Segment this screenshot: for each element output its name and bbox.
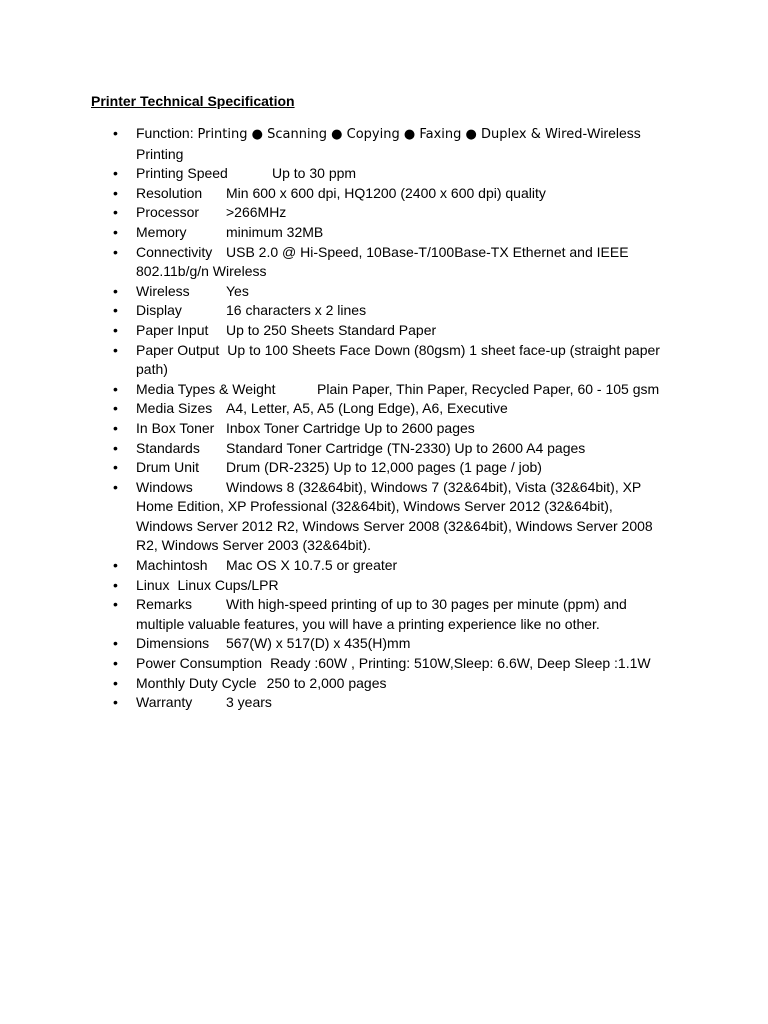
bullet-icon: • (113, 557, 118, 574)
spec-value: 567(W) x 517(D) x 435(H)mm (226, 635, 411, 652)
bullet-icon: • (113, 439, 118, 456)
bullet-icon: • (113, 400, 118, 417)
spec-label: Display (136, 302, 182, 319)
spec-value: 16 characters x 2 lines (226, 302, 367, 319)
spec-value: Plain Paper, Thin Paper, Recycled Paper, 60 - 105 gsm (317, 380, 660, 397)
spec-value: Linux Cups/LPR (177, 576, 279, 593)
bullet-icon: • (113, 243, 118, 260)
spec-value: Windows 8 (32&64bit), Windows 7 (32&64bit), Vista (32&64bit), XP Home Edition, XP Professional (32&64bit), Windows Server 2012 (32&64bit), Windows Server 2012 R2, Windows Server 2008 (32&64bit), Windows Server 2008 R2, Windows Server 2003 (32&64bit). (136, 478, 653, 554)
spec-value: Inbox Toner Cartridge Up to 2600 pages (226, 419, 475, 436)
spec-value: Yes (226, 282, 249, 299)
spec-value: >266MHz (226, 204, 287, 221)
spec-label: Warranty (136, 694, 193, 711)
spec-item-in-box-toner (0, 419, 666, 439)
spec-label: Monthly Duty Cycle (136, 674, 257, 691)
spec-item-function (0, 124, 666, 164)
spec-label: Media Types & Weight (136, 380, 276, 397)
spec-item-media-types (0, 380, 666, 400)
spec-value: 3 years (226, 694, 272, 711)
bullet-icon: • (113, 341, 118, 358)
spec-label: Linux (136, 576, 170, 593)
bullet-icon: • (113, 223, 118, 240)
bullet-icon: • (113, 419, 118, 436)
bullet-icon: • (113, 596, 118, 613)
spec-label: Windows (136, 478, 193, 495)
spec-label: Paper Output (136, 341, 220, 358)
spec-value: With high-speed printing of up to 30 pages per minute (ppm) and multiple valuable features, you will have a printing experience like no other. (136, 596, 627, 632)
spec-item-paper-input (0, 321, 666, 341)
bullet-icon: • (113, 125, 118, 141)
spec-value: Ready :60W , Printing: 510W,Sleep: 6.6W, Deep Sleep :1.1W (270, 655, 651, 672)
document-title: Printer Technical Specification (91, 93, 295, 109)
spec-item-monthly-duty-cycle (0, 674, 666, 694)
spec-item-remarks (0, 595, 666, 634)
spec-item-memory (0, 223, 666, 243)
bullet-icon: • (113, 635, 118, 652)
bullet-icon: • (113, 302, 118, 319)
spec-value: USB 2.0 @ Hi-Speed, 10Base-T/100Base-TX Ethernet and IEEE 802.11b/g/n Wireless (136, 243, 629, 280)
bullet-icon: • (113, 165, 118, 182)
spec-label: Printing Speed (136, 165, 228, 182)
bullet-icon: • (113, 576, 118, 593)
spec-item-dimensions (0, 634, 666, 654)
spec-label: Processor (136, 204, 200, 221)
spec-item-linux (0, 576, 666, 596)
bullet-icon: • (113, 184, 118, 201)
spec-value-features: Printing ● Scanning ● Copying ● Faxing ● Duplex & Wired (197, 127, 583, 142)
bullet-icon: • (113, 282, 118, 299)
spec-label: Drum Unit (136, 459, 200, 476)
spec-item-display (0, 301, 666, 321)
bullet-icon: • (113, 674, 118, 691)
spec-label: Machintosh (136, 557, 208, 574)
spec-value: Min 600 x 600 dpi, HQ1200 (2400 x 600 dpi) quality (226, 184, 546, 201)
spec-item-machintosh (0, 556, 666, 576)
bullet-icon: • (113, 459, 118, 476)
bullet-icon: • (113, 694, 118, 711)
spec-item-connectivity (0, 243, 666, 282)
spec-item-paper-output (0, 341, 666, 380)
spec-item-standards (0, 439, 666, 459)
spec-value: Up to 100 Sheets Face Down (80gsm) 1 sheet face-up (straight paper path) (136, 341, 660, 378)
spec-label: In Box Toner (136, 419, 215, 436)
bullet-icon: • (113, 380, 118, 397)
spec-label: Media Sizes (136, 400, 213, 417)
spec-label: Connectivity (136, 243, 213, 260)
spec-label: Standards (136, 439, 200, 456)
spec-value: Standard Toner Cartridge (TN-2330) Up to 2600 A4 pages (226, 439, 586, 456)
spec-value: Drum (DR-2325) Up to 12,000 pages (1 page / job) (226, 459, 542, 476)
spec-item-windows (0, 478, 666, 556)
spec-value-suffix: -Wireless Printing (136, 125, 641, 162)
spec-item-drum-unit (0, 458, 666, 478)
spec-label: Resolution (136, 184, 203, 201)
spec-label: Power Consumption (136, 655, 263, 672)
spec-label: Wireless (136, 282, 190, 299)
bullet-icon: • (113, 655, 118, 672)
spec-item-power-consumption (0, 654, 666, 674)
spec-value: Up to 250 Sheets Standard Paper (226, 321, 437, 338)
spec-label: Memory (136, 223, 187, 240)
spec-item-printing-speed (0, 164, 666, 184)
spec-list (0, 124, 768, 713)
spec-item-warranty (0, 693, 666, 713)
bullet-icon: • (113, 204, 118, 221)
bullet-icon: • (113, 321, 118, 338)
spec-item-wireless (0, 282, 666, 302)
bullet-icon: • (113, 478, 118, 495)
spec-item-media-sizes (0, 399, 666, 419)
spec-label: Paper Input (136, 321, 209, 338)
spec-value: 250 to 2,000 pages (266, 674, 387, 691)
spec-label: Remarks (136, 596, 193, 613)
spec-item-resolution (0, 184, 666, 204)
spec-label: Dimensions (136, 635, 210, 652)
spec-value: A4, Letter, A5, A5 (Long Edge), A6, Executive (226, 400, 508, 417)
spec-value: minimum 32MB (226, 223, 324, 240)
spec-item-processor (0, 203, 666, 223)
spec-value: Mac OS X 10.7.5 or greater (226, 557, 398, 574)
spec-value: Up to 30 ppm (272, 165, 357, 182)
spec-label: Function: (136, 125, 194, 141)
